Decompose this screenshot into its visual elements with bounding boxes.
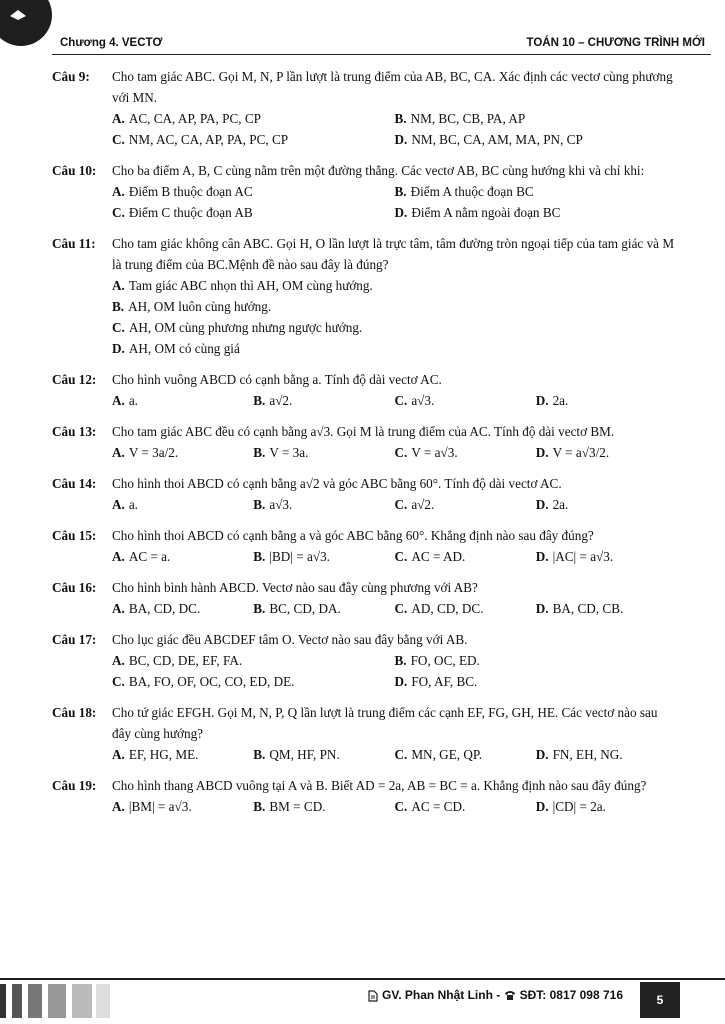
answer-option <box>112 390 253 411</box>
answer-option <box>395 546 536 567</box>
phone-number: SĐT: 0817 098 716 <box>519 988 623 1002</box>
answer-options <box>112 181 677 223</box>
option-letter: B. <box>253 601 266 616</box>
option-letter: B. <box>253 497 266 512</box>
header-divider <box>52 54 711 55</box>
answer-option <box>536 442 677 463</box>
option-text: a√2. <box>411 497 435 512</box>
page-footer <box>0 978 725 1024</box>
answer-option <box>536 796 677 817</box>
option-letter: A. <box>112 278 125 293</box>
option-text: 2a. <box>552 393 569 408</box>
option-letter: B. <box>394 653 407 668</box>
answer-options <box>112 390 677 411</box>
option-letter: A. <box>112 799 125 814</box>
option-text: |AC| = a√3. <box>552 549 614 564</box>
option-letter: C. <box>394 497 408 512</box>
option-letter: C. <box>394 747 408 762</box>
option-text: a√2. <box>269 393 293 408</box>
answer-option <box>112 494 253 515</box>
question <box>0 629 725 692</box>
option-letter: D. <box>535 445 549 460</box>
option-text: BA, CD, DC. <box>128 601 201 616</box>
option-letter: D. <box>535 747 549 762</box>
option-text: FO, OC, ED. <box>410 653 480 668</box>
answer-option <box>112 546 253 567</box>
answer-options <box>112 598 677 619</box>
option-letter: C. <box>394 601 408 616</box>
answer-option <box>536 744 677 765</box>
question-stem: Cho ba điểm A, B, C cùng nằm trên một đường thẳng. Các vectơ AB, BC cùng hướng khi và chỉ khi: <box>112 163 645 178</box>
question <box>0 369 725 411</box>
answer-option <box>112 650 395 671</box>
question <box>0 702 725 765</box>
question-label: Câu 9: <box>52 69 90 84</box>
option-text: a√3. <box>411 393 435 408</box>
option-letter: A. <box>112 747 125 762</box>
option-text: BC, CD, DE, EF, FA. <box>128 653 243 668</box>
option-text: |CD| = 2a. <box>552 799 606 814</box>
option-letter: C. <box>112 320 125 335</box>
option-text: 2a. <box>552 497 569 512</box>
option-text: V = 3a. <box>269 445 309 460</box>
answer-option <box>395 390 536 411</box>
answer-options <box>112 796 677 817</box>
page-header <box>0 0 725 58</box>
option-text: MN, GE, QP. <box>411 747 483 762</box>
option-letter: B. <box>112 299 125 314</box>
question <box>0 160 725 223</box>
option-letter: B. <box>253 445 266 460</box>
option-letter: C. <box>112 674 125 689</box>
question-label: Câu 19: <box>52 778 97 793</box>
option-text: AH, OM cùng phương nhưng ngược hướng. <box>128 320 363 335</box>
option-letter: A. <box>112 601 125 616</box>
answer-option <box>112 598 253 619</box>
course-title: TOÁN 10 – CHƯƠNG TRÌNH MỚI <box>526 37 705 49</box>
answer-option <box>536 494 677 515</box>
option-letter: A. <box>112 393 125 408</box>
option-text: Điểm A thuộc đoạn BC <box>410 184 534 199</box>
option-text: Điểm C thuộc đoạn AB <box>128 205 253 220</box>
option-text: Điểm A nằm ngoài đoạn BC <box>411 205 561 220</box>
option-text: a. <box>128 393 138 408</box>
option-letter: B. <box>253 393 266 408</box>
answer-option <box>253 598 394 619</box>
document-icon <box>368 990 378 1002</box>
chapter-title: Chương 4. VECTƠ <box>60 37 163 49</box>
option-letter: C. <box>112 132 125 147</box>
question <box>0 66 725 150</box>
option-letter: D. <box>535 799 549 814</box>
option-letter: A. <box>112 445 125 460</box>
logo <box>0 0 52 46</box>
option-text: AC = CD. <box>411 799 466 814</box>
option-text: QM, HF, PN. <box>269 747 340 762</box>
option-letter: A. <box>112 549 125 564</box>
answer-option <box>395 202 678 223</box>
answer-option <box>395 671 678 692</box>
answer-option <box>112 296 677 317</box>
option-text: AC = AD. <box>411 549 466 564</box>
option-letter: C. <box>394 445 408 460</box>
answer-option <box>395 108 678 129</box>
answer-option <box>253 390 394 411</box>
option-letter: D. <box>535 393 549 408</box>
option-text: EF, HG, ME. <box>128 747 199 762</box>
answer-option <box>112 129 395 150</box>
option-letter: A. <box>112 184 125 199</box>
option-letter: B. <box>394 111 407 126</box>
answer-option <box>112 442 253 463</box>
question-stem: Cho lục giác đều ABCDEF tâm O. Vectơ nào sau đây bằng với AB. <box>112 632 468 647</box>
option-text: BC, CD, DA. <box>269 601 341 616</box>
option-letter: B. <box>253 549 266 564</box>
question-label: Câu 14: <box>52 476 97 491</box>
author-name: GV. Phan Nhật Linh <box>382 988 493 1002</box>
question <box>0 473 725 515</box>
question-stem: Cho tam giác không cân ABC. Gọi H, O lần lượt là trực tâm, tâm đường tròn ngoại tiếp của tam giác và M là trung điểm của BC.Mệnh đề nào sau đây là đúng? <box>112 236 675 272</box>
answer-option <box>253 494 394 515</box>
answer-option <box>395 744 536 765</box>
phone-icon <box>504 990 516 1001</box>
option-text: FN, EH, NG. <box>552 747 623 762</box>
question-label: Câu 12: <box>52 372 97 387</box>
question-stem: Cho hình thang ABCD vuông tại A và B. Biết AD = 2a, AB = BC = a. Khẳng định nào sau đây đúng? <box>112 778 647 793</box>
answer-option <box>395 442 536 463</box>
option-letter: D. <box>535 497 549 512</box>
option-letter: C. <box>394 393 408 408</box>
question-label: Câu 15: <box>52 528 97 543</box>
option-letter: D. <box>535 549 549 564</box>
question-label: Câu 16: <box>52 580 97 595</box>
footer-contact <box>368 988 623 1002</box>
option-text: BA, FO, OF, OC, CO, ED, DE. <box>128 674 295 689</box>
answer-option <box>395 650 678 671</box>
question <box>0 525 725 567</box>
option-letter: A. <box>112 653 125 668</box>
answer-option <box>112 275 677 296</box>
logo-icon <box>8 8 28 22</box>
answer-option <box>253 744 394 765</box>
option-text: V = 3a/2. <box>128 445 179 460</box>
option-text: |BM| = a√3. <box>128 799 192 814</box>
option-letter: C. <box>394 799 408 814</box>
option-letter: D. <box>394 674 408 689</box>
answer-option <box>112 108 395 129</box>
option-letter: A. <box>112 497 125 512</box>
answer-options <box>112 442 677 463</box>
option-letter: B. <box>394 184 407 199</box>
option-letter: D. <box>535 601 549 616</box>
answer-options <box>112 744 677 765</box>
answer-option <box>395 129 678 150</box>
option-text: AD, CD, DC. <box>411 601 484 616</box>
page-number: 5 <box>640 982 680 1018</box>
option-text: a√3. <box>269 497 293 512</box>
option-letter: C. <box>394 549 408 564</box>
option-text: BA, CD, CB. <box>552 601 624 616</box>
answer-option <box>395 598 536 619</box>
question-stem: Cho tam giác ABC đều có cạnh bằng a√3. Gọi M là trung điểm của AC. Tính độ dài vectơ BM. <box>112 424 615 439</box>
question-stem: Cho hình thoi ABCD có cạnh bằng a√2 và góc ABC bằng 60°. Tính độ dài vectơ AC. <box>112 476 562 491</box>
answer-option <box>536 390 677 411</box>
option-text: Tam giác ABC nhọn thì AH, OM cùng hướng. <box>128 278 373 293</box>
answer-option <box>253 796 394 817</box>
question-stem: Cho hình thoi ABCD có cạnh bằng a và góc ABC bằng 60°. Khẳng định nào sau đây đúng? <box>112 528 594 543</box>
option-text: Điểm B thuộc đoạn AC <box>128 184 253 199</box>
answer-option <box>112 317 677 338</box>
answer-option <box>395 796 536 817</box>
question <box>0 421 725 463</box>
option-text: AH, OM luôn cùng hướng. <box>128 299 272 314</box>
answer-option <box>112 202 395 223</box>
answer-options <box>112 108 677 150</box>
option-letter: D. <box>394 205 408 220</box>
question <box>0 233 725 359</box>
option-text: AC, CA, AP, PA, PC, CP <box>128 111 262 126</box>
question <box>0 577 725 619</box>
footer-separator: - <box>496 988 501 1002</box>
answer-option <box>112 796 253 817</box>
answer-option <box>536 546 677 567</box>
answer-option <box>253 442 394 463</box>
option-letter: B. <box>253 747 266 762</box>
decorative-bars <box>0 984 110 1018</box>
option-text: V = a√3/2. <box>552 445 610 460</box>
question-label: Câu 17: <box>52 632 97 647</box>
option-text: |BD| = a√3. <box>269 549 330 564</box>
question-label: Câu 10: <box>52 163 97 178</box>
question <box>0 775 725 817</box>
question-stem: Cho tam giác ABC. Gọi M, N, P lần lượt là trung điểm của AB, BC, CA. Xác định các vectơ cùng phương với MN. <box>112 69 673 105</box>
answer-option <box>112 338 677 359</box>
option-letter: C. <box>112 205 125 220</box>
question-label: Câu 11: <box>52 236 96 251</box>
question-label: Câu 13: <box>52 424 97 439</box>
answer-options <box>112 546 677 567</box>
option-text: NM, BC, CA, AM, MA, PN, CP <box>411 132 583 147</box>
option-letter: D. <box>394 132 408 147</box>
answer-options <box>112 650 677 692</box>
answer-option <box>536 598 677 619</box>
option-text: a. <box>128 497 138 512</box>
option-letter: D. <box>112 341 125 356</box>
option-letter: B. <box>253 799 266 814</box>
answer-options <box>112 275 677 359</box>
answer-option <box>395 181 678 202</box>
answer-option <box>112 181 395 202</box>
option-text: NM, AC, CA, AP, PA, PC, CP <box>128 132 289 147</box>
footer-divider <box>0 978 725 980</box>
option-text: BM = CD. <box>269 799 326 814</box>
option-text: AC = a. <box>128 549 171 564</box>
question-label: Câu 18: <box>52 705 97 720</box>
option-text: AH, OM có cùng giá <box>128 341 240 356</box>
answer-option <box>112 744 253 765</box>
option-text: V = a√3. <box>411 445 458 460</box>
answer-options <box>112 494 677 515</box>
question-stem: Cho hình bình hành ABCD. Vectơ nào sau đây cùng phương với AB? <box>112 580 478 595</box>
option-letter: A. <box>112 111 125 126</box>
option-text: FO, AF, BC. <box>411 674 478 689</box>
question-list <box>0 66 725 827</box>
answer-option <box>112 671 395 692</box>
answer-option <box>395 494 536 515</box>
question-stem: Cho hình vuông ABCD có cạnh bằng a. Tính độ dài vectơ AC. <box>112 372 442 387</box>
question-stem: Cho tứ giác EFGH. Gọi M, N, P, Q lần lượt là trung điểm các cạnh EF, FG, GH, HE. Các vectơ nào sau đây cùng hướng? <box>112 705 658 741</box>
option-text: NM, BC, CB, PA, AP <box>410 111 526 126</box>
answer-option <box>253 546 394 567</box>
